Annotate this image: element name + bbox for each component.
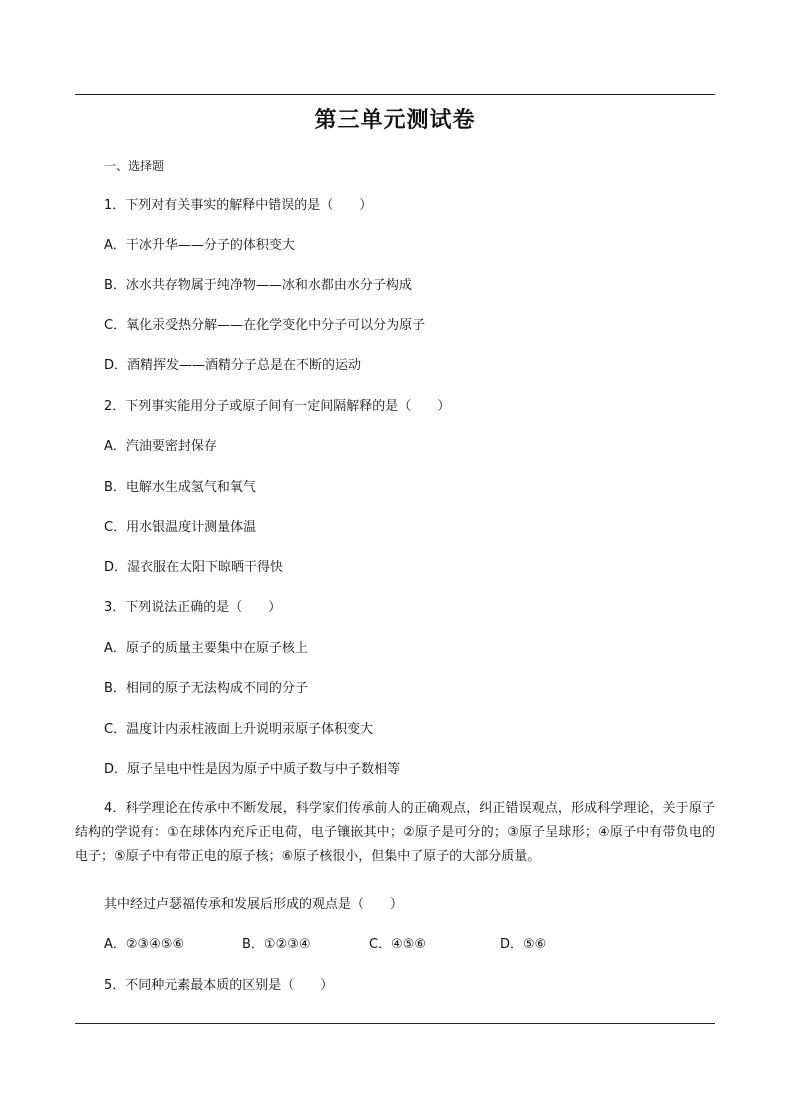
option-b: B．冰水共存物属于纯净物——冰和水都由水分子构成 bbox=[104, 278, 412, 293]
header-rule bbox=[75, 94, 715, 95]
option-d: D．湿衣服在太阳下晾晒干得快 bbox=[104, 560, 284, 575]
question-stem: 2．下列事实能用分子或原子间有一定间隔解释的是（ ） bbox=[104, 399, 451, 414]
question-stem: 1．下列对有关事实的解释中错误的是（ ） bbox=[104, 198, 373, 213]
page-title: 第三单元测试卷 bbox=[314, 107, 476, 133]
section-heading: 一、选择题 bbox=[104, 159, 165, 173]
option-b: B．①②③④ bbox=[242, 937, 311, 952]
option-b: B．相同的原子无法构成不同的分子 bbox=[104, 681, 308, 696]
option-a: A．干冰升华——分子的体积变大 bbox=[104, 238, 295, 253]
question-substem: 其中经过卢瑟福传承和发展后形成的观点是（ ） bbox=[104, 897, 404, 912]
footer-rule bbox=[75, 1023, 715, 1024]
option-c: C．氧化汞受热分解——在化学变化中分子可以分为原子 bbox=[104, 318, 426, 333]
question-stem: 5．不同种元素最本质的区别是（ ） bbox=[104, 978, 334, 993]
option-a: A．原子的质量主要集中在原子核上 bbox=[104, 641, 308, 656]
question-stem: 4．科学理论在传承中不断发展，科学家们传承前人的正确观点，纠正错误观点，形成科学理论，关于原子结构的学说有：①在球体内充斥正电荷，电子镶嵌其中；②原子是可分的；③原子呈球形；④原子中有带负电的电子；⑤原子中有带正电的原子核；⑥原子核很小，但集中了原子的大部分质量。 bbox=[75, 801, 715, 864]
option-c: C．用水银温度计测量体温 bbox=[104, 520, 257, 535]
option-d: D．原子呈电中性是因为原子中质子数与中子数相等 bbox=[104, 762, 401, 777]
option-d: D．⑤⑥ bbox=[500, 937, 547, 952]
option-d: D．酒精挥发——酒精分子总是在不断的运动 bbox=[104, 358, 362, 373]
option-c: C．④⑤⑥ bbox=[369, 937, 427, 952]
option-a: A．汽油要密封保存 bbox=[104, 439, 217, 454]
option-a: A．②③④⑤⑥ bbox=[104, 937, 185, 952]
option-c: C．温度计内汞柱液面上升说明汞原子体积变大 bbox=[104, 722, 374, 737]
option-b: B．电解水生成氢气和氧气 bbox=[104, 480, 256, 495]
question-stem: 3．下列说法正确的是（ ） bbox=[104, 600, 282, 615]
